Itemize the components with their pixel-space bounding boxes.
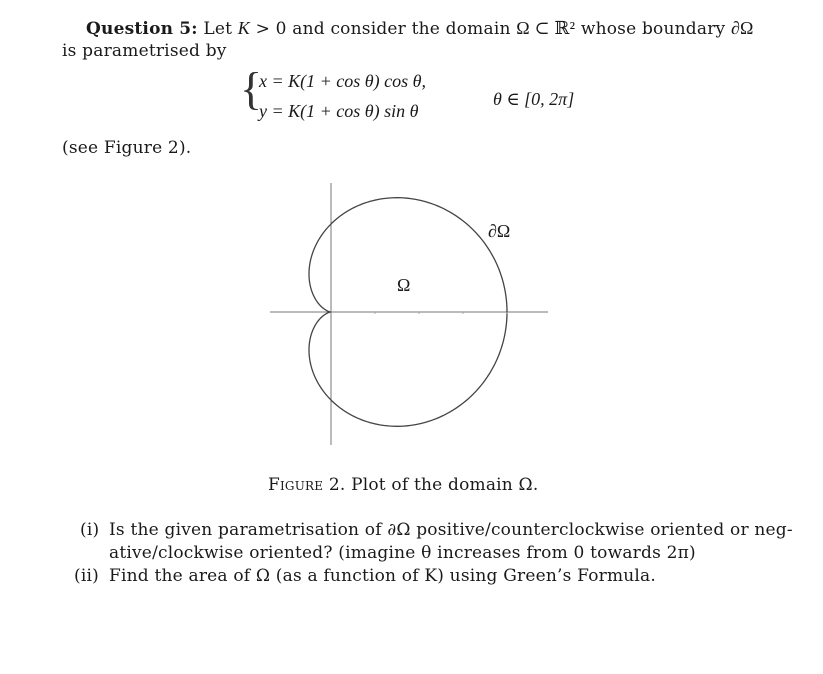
figure-caption: Figure 2. Plot of the domain Ω. — [268, 475, 539, 495]
brace: { — [240, 63, 263, 114]
theta-range: θ ∈ [0, 2π] — [493, 89, 575, 109]
y-equation: y = K(1 + cos θ) sin θ — [259, 101, 419, 121]
item-i-line-1: Is the given parametrisation of ∂Ω positive/counterclockwise oriented or neg- — [109, 520, 793, 540]
item-i-number: (i) — [80, 520, 100, 540]
item-ii-number: (ii) — [74, 566, 99, 586]
question-line-1: Question 5: Let K > 0 and consider the domain Ω ⊂ ℝ² whose boundary ∂Ω — [86, 18, 754, 39]
question-line-2: is parametrised by — [62, 41, 227, 61]
see-figure: (see Figure 2). — [62, 138, 192, 158]
item-i-line-2: ative/clockwise oriented? (imagine θ increases from 0 towards 2π) — [109, 543, 696, 563]
boundary-label: ∂Ω — [488, 221, 511, 241]
omega-label: Ω — [397, 275, 411, 295]
question-label: Question 5: — [86, 19, 198, 39]
x-equation: x = K(1 + cos θ) cos θ, — [259, 71, 426, 91]
item-ii-line-1: Find the area of Ω (as a function of K) using Green’s Formula. — [109, 566, 656, 586]
